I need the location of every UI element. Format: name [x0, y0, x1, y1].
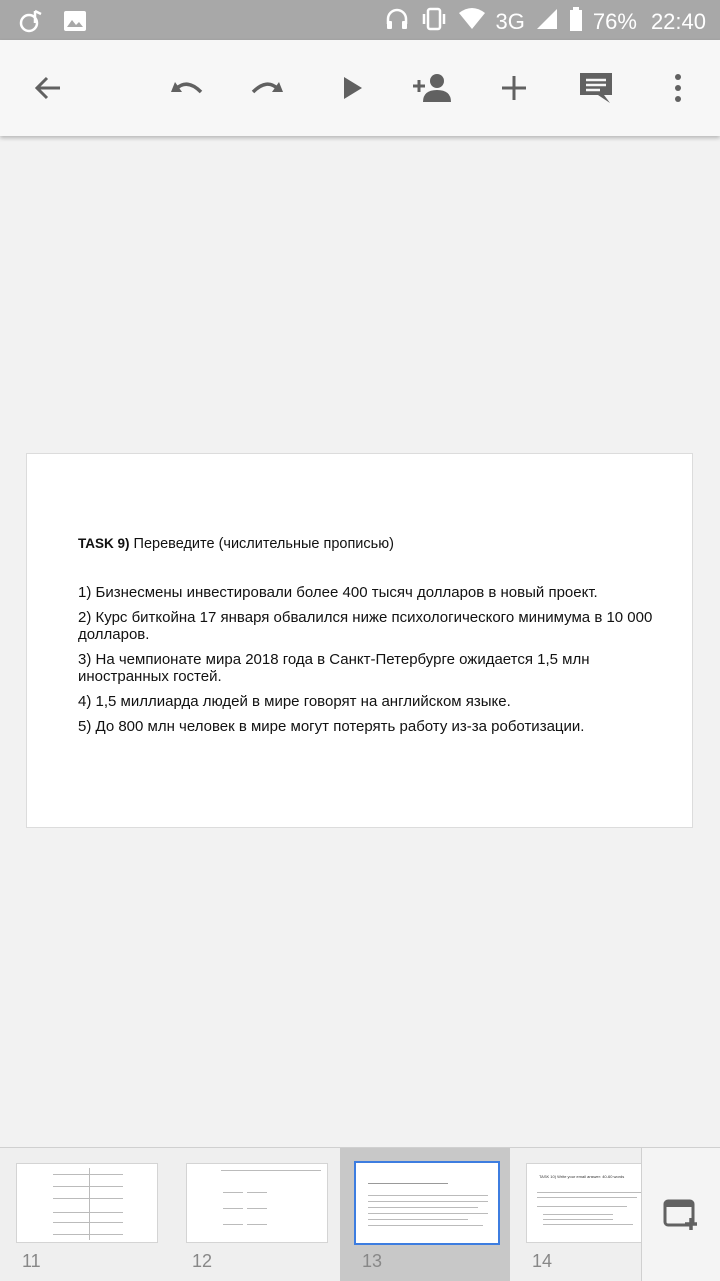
task-item: 5) До 800 млн человек в мире могут потерять работу из-за роботизации. [78, 718, 585, 735]
insert-button[interactable] [490, 64, 538, 112]
slide-number: 12 [192, 1251, 213, 1271]
slide-preview [186, 1163, 328, 1243]
battery-percent: 76% [592, 9, 637, 34]
signal-icon [535, 7, 559, 37]
task-item: 4) 1,5 миллиарда людей в мире говорят на английском языке. [78, 693, 511, 710]
redo-button[interactable] [244, 64, 292, 112]
vibrate-icon [420, 6, 448, 38]
more-options-button[interactable] [654, 64, 702, 112]
comments-button[interactable] [572, 64, 620, 112]
share-button[interactable] [408, 64, 456, 112]
headphones-icon [384, 6, 410, 38]
slide-preview [354, 1161, 500, 1245]
network-type: 3G [495, 9, 525, 34]
present-button[interactable] [328, 64, 376, 112]
add-person-icon [411, 72, 453, 104]
play-icon [338, 74, 366, 102]
thumbnail-title: TASK 10) Write your email answer: 40-60 words [539, 1174, 625, 1179]
task-item: 2) Курс биткойна 17 января обвалился ниже психологического минимума в 10 000 долларов. [78, 609, 653, 643]
task-label: TASK 9) [78, 536, 130, 551]
redo-icon [249, 72, 287, 104]
task-item: 3) На чемпионате мира 2018 года в Санкт-Петербурге ожидается 1,5 млн иностранных гостей. [78, 651, 590, 685]
clock: 22:40 [650, 9, 706, 34]
slide-preview [526, 1163, 654, 1243]
task-heading [78, 536, 394, 552]
slide-number: 11 [22, 1251, 41, 1271]
slide-canvas[interactable] [26, 453, 693, 828]
add-slide-icon [663, 1198, 699, 1232]
slide-number: 13 [362, 1251, 383, 1271]
slide-filmstrip [0, 1147, 720, 1281]
undo-button[interactable] [162, 64, 210, 112]
slide-number: 14 [532, 1251, 553, 1271]
battery-icon [569, 6, 583, 38]
undo-icon [167, 72, 205, 104]
plus-icon [499, 73, 529, 103]
more-vert-icon [673, 73, 683, 103]
status-bar [0, 0, 720, 40]
wifi-icon [458, 7, 486, 37]
music-app-icon [18, 8, 44, 39]
gallery-icon [62, 9, 88, 38]
task-item: 1) Бизнесмены инвестировали более 400 тысяч долларов в новый проект. [78, 584, 598, 601]
slide-thumbnail-12[interactable] [170, 1148, 340, 1281]
add-slide-button[interactable] [641, 1148, 720, 1281]
back-button[interactable] [24, 64, 72, 112]
back-arrow-icon [32, 72, 64, 104]
comment-icon [578, 71, 614, 105]
slide-thumbnail-13[interactable] [340, 1148, 510, 1281]
task-instruction: Переведите (числительные прописью) [133, 536, 394, 552]
toolbar [0, 40, 720, 136]
task-items [78, 584, 678, 743]
slide-preview [16, 1163, 158, 1243]
slide-thumbnail-11[interactable] [0, 1148, 170, 1281]
